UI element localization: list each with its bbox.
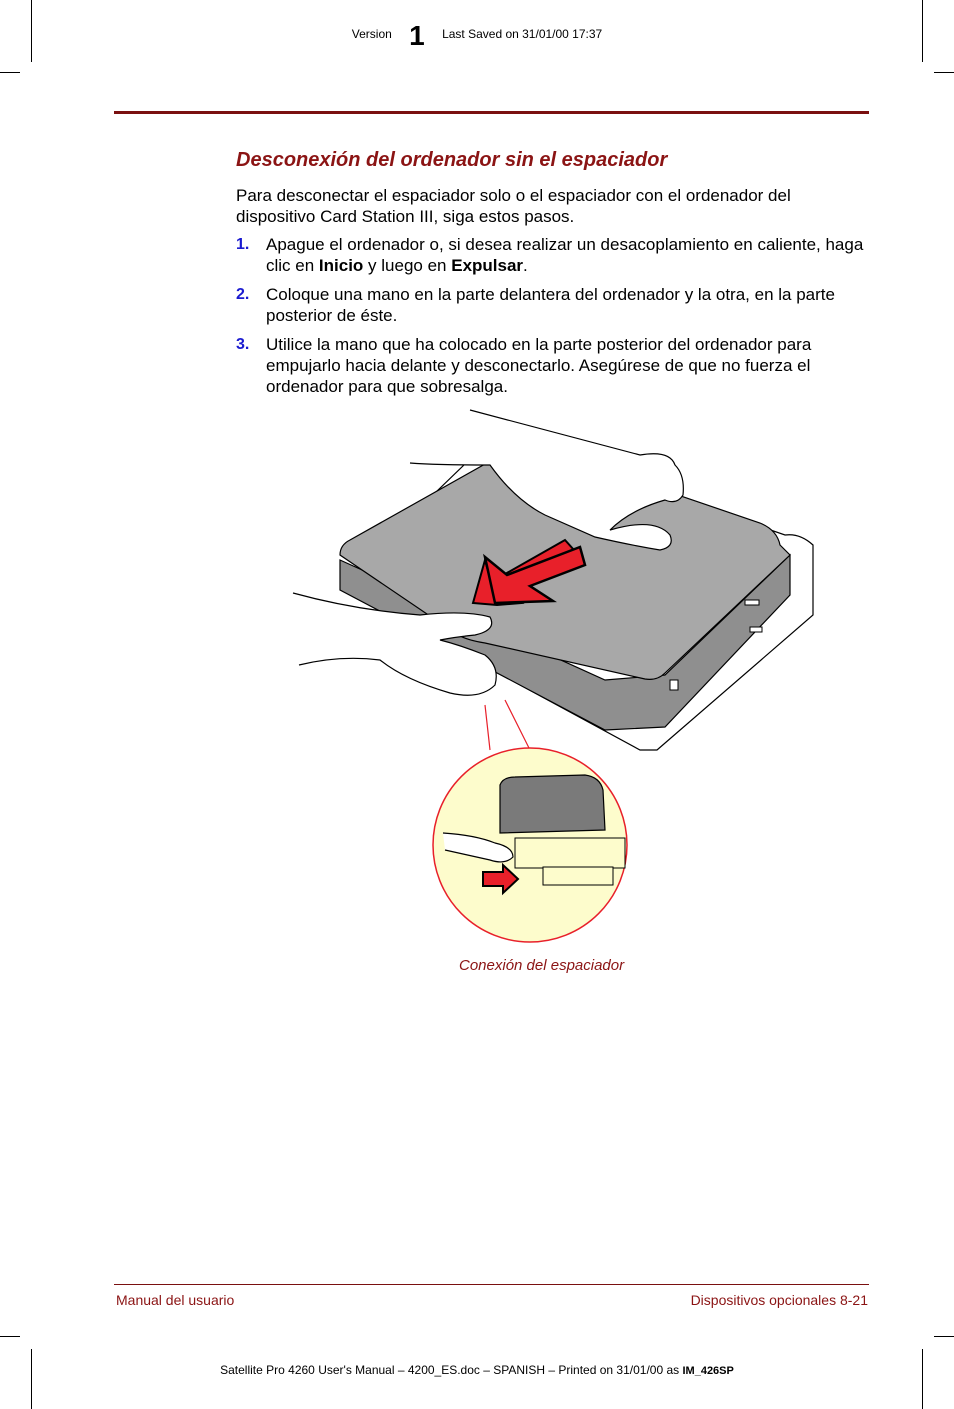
port-slot: [670, 680, 678, 690]
crop-mark: [0, 1336, 20, 1337]
expulsar-label: Expulsar: [451, 256, 524, 275]
list-item: 1. Apague el ordenador o, si desea realizar un desacoplamiento en caliente, haga clic en Inicio y luego en Expulsar.: [236, 235, 864, 275]
crop-mark: [922, 1349, 923, 1409]
version-number: 1: [409, 20, 425, 51]
crop-mark: [31, 1349, 32, 1409]
print-code: IM_426SP: [682, 1365, 734, 1377]
callout-line: [485, 700, 530, 750]
step-number: 3.: [236, 336, 250, 353]
detail-port: [543, 867, 613, 885]
step-list: [236, 234, 868, 405]
figure-caption: Conexión del espaciador: [459, 957, 625, 974]
step-number: 2.: [236, 286, 250, 303]
header-rule: [114, 111, 869, 114]
list-item: [236, 284, 868, 326]
laptop-undocking-illustration: [285, 405, 825, 950]
version-header: [0, 18, 954, 50]
crop-mark: [0, 72, 20, 73]
footer-rule: [114, 1284, 869, 1285]
step-text: Utilice la mano que ha colocado en la parte posterior del ordenador para empujarlo hacia delante y desconectarlo. Asegúrese de que no fuerza el ordenador para que sobresalga.: [266, 335, 812, 396]
version-label: Version: [351, 27, 392, 41]
inicio-label: Inicio: [318, 256, 364, 275]
step-number: 1.: [236, 236, 250, 253]
last-saved: Last Saved on 31/01/00 17:37: [442, 27, 603, 41]
port-slot: [750, 627, 762, 632]
section-title: Desconexión del ordenador sin el espaciador: [236, 149, 668, 171]
detail-dock: [515, 838, 625, 868]
list-item: [236, 334, 868, 397]
step-text: Coloque una mano en la parte delantera del ordenador y la otra, en la parte posterior de éste.: [266, 285, 835, 325]
crop-mark: [934, 72, 954, 73]
detail-laptop: [500, 775, 605, 833]
footer-right: Dispositivos opcionales 8-21: [690, 1292, 868, 1308]
footer-left: Manual del usuario: [116, 1292, 235, 1308]
intro-paragraph: Para desconectar el espaciador solo o el espaciador con el ordenador del dispositivo Card Station III, siga estos pasos.: [236, 186, 791, 226]
crop-mark: [934, 1336, 954, 1337]
port-slot: [745, 600, 759, 605]
print-line: Satellite Pro 4260 User's Manual – 4200_ES.doc – SPANISH – Printed on 31/01/00 as IM_426SP: [220, 1363, 734, 1377]
